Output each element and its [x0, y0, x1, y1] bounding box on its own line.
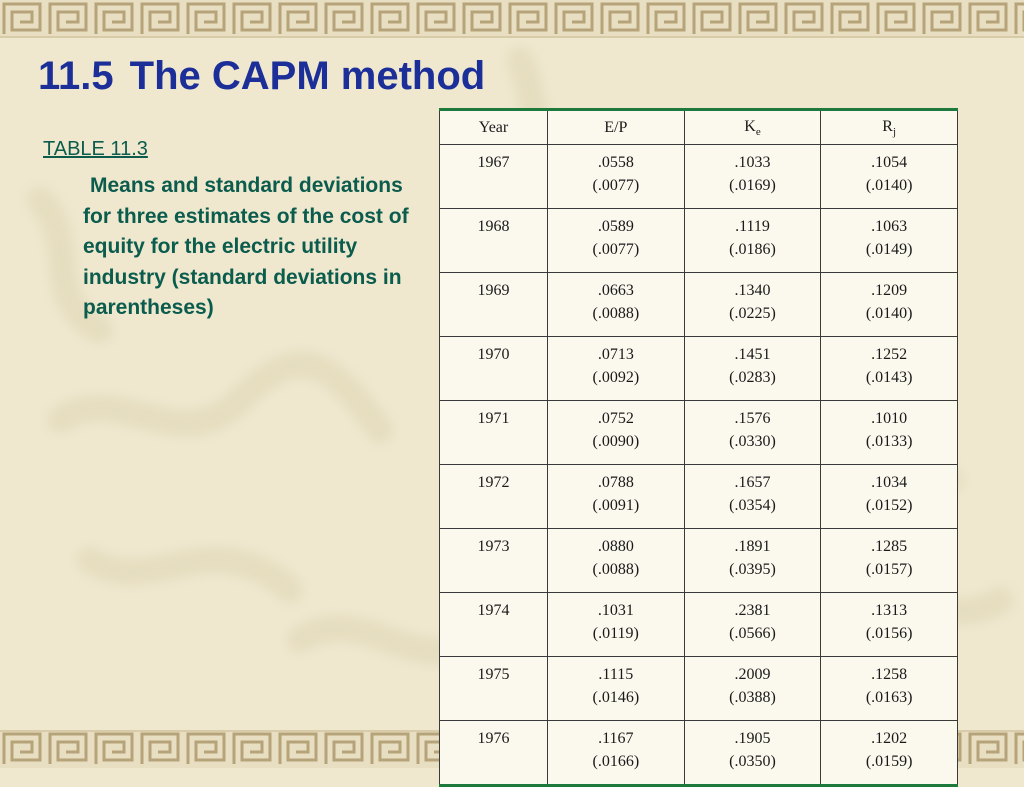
rj-sd: (.0152)	[865, 497, 913, 514]
ke-sd: (.0283)	[729, 369, 776, 386]
rj-sd: (.0159)	[865, 753, 913, 770]
ke-mean: .1033	[734, 154, 771, 171]
rj-cell	[821, 145, 958, 209]
year-cell: 1972	[440, 465, 548, 529]
year-cell: 1974	[440, 593, 548, 657]
ke-cell	[684, 657, 821, 721]
header-year: Year	[440, 110, 548, 145]
header-rj	[821, 110, 958, 145]
ke-cell	[684, 529, 821, 593]
rj-mean: .1063	[871, 218, 908, 235]
rj-cell	[821, 337, 958, 401]
ep-mean: .0713	[597, 346, 634, 363]
ep-cell	[548, 273, 685, 337]
rj-mean: .1313	[871, 602, 908, 619]
ep-mean: .1115	[598, 666, 634, 683]
table-row	[440, 145, 958, 209]
rj-cell	[821, 465, 958, 529]
rj-cell	[821, 593, 958, 657]
year-cell: 1971	[440, 401, 548, 465]
table-row	[440, 465, 958, 529]
ke-cell	[684, 593, 821, 657]
ke-cell	[684, 273, 821, 337]
ep-mean: .0880	[597, 538, 634, 555]
ke-mean: .2009	[734, 666, 771, 683]
rj-sd: (.0163)	[865, 689, 913, 706]
rj-sd: (.0156)	[865, 625, 913, 642]
ke-cell	[684, 465, 821, 529]
title-number: 11.5	[38, 54, 114, 98]
header-rj-sub: j	[892, 125, 897, 138]
rj-mean: .1010	[871, 410, 908, 427]
rj-sd: (.0143)	[865, 369, 913, 386]
ep-cell	[548, 593, 685, 657]
table-header-row	[440, 110, 958, 145]
table-row	[440, 721, 958, 786]
ke-mean: .1340	[734, 282, 771, 299]
table-row	[440, 529, 958, 593]
table-row	[440, 401, 958, 465]
ep-sd: (.0166)	[592, 753, 640, 770]
ke-sd: (.0395)	[729, 561, 776, 578]
rj-sd: (.0157)	[865, 561, 913, 578]
caption-text: Means and standard deviations for three estimates of the cost of equity for the electric utility industry (standard deviations in parentheses)	[83, 174, 409, 319]
rj-mean: .1209	[871, 282, 908, 299]
rj-mean: .1202	[871, 730, 908, 747]
ep-sd: (.0091)	[592, 497, 640, 514]
table-row	[440, 337, 958, 401]
ep-cell	[548, 145, 685, 209]
ep-cell	[548, 529, 685, 593]
ep-sd: (.0146)	[592, 689, 640, 706]
header-rj-main: R	[882, 117, 893, 135]
ep-sd: (.0119)	[592, 625, 639, 642]
header-ke-sub: e	[755, 125, 761, 138]
year-cell: 1969	[440, 273, 548, 337]
slide-title	[38, 50, 485, 102]
ep-mean: .1167	[598, 730, 634, 747]
ep-cell	[548, 401, 685, 465]
rj-mean: .1034	[871, 474, 908, 491]
rj-cell	[821, 721, 958, 786]
year-cell: 1976	[440, 721, 548, 786]
table-row	[440, 593, 958, 657]
ep-mean: .1031	[597, 602, 634, 619]
rj-mean: .1252	[871, 346, 908, 363]
ke-sd: (.0350)	[729, 753, 776, 770]
ep-sd: (.0077)	[592, 177, 640, 194]
ep-cell	[548, 657, 685, 721]
rj-mean: .1054	[871, 154, 908, 171]
ke-sd: (.0169)	[729, 177, 776, 194]
year-cell: 1975	[440, 657, 548, 721]
year-cell: 1967	[440, 145, 548, 209]
ep-mean: .0589	[597, 218, 634, 235]
header-ep: E/P	[548, 110, 685, 145]
ke-mean: .1451	[734, 346, 771, 363]
rj-sd: (.0149)	[865, 241, 913, 258]
table-row	[440, 209, 958, 273]
ke-mean: .1657	[734, 474, 771, 491]
ke-cell	[684, 145, 821, 209]
year-cell: 1973	[440, 529, 548, 593]
ke-sd: (.0225)	[729, 305, 776, 322]
ep-cell	[548, 465, 685, 529]
title-text: The CAPM method	[129, 54, 486, 98]
ep-sd: (.0092)	[592, 369, 640, 386]
caption-label: TABLE 11.3	[43, 138, 148, 160]
ke-sd: (.0388)	[729, 689, 776, 706]
rj-sd: (.0133)	[865, 433, 913, 450]
ke-mean: .2381	[734, 602, 771, 619]
ke-cell	[684, 209, 821, 273]
ep-sd: (.0088)	[592, 305, 640, 322]
year-cell: 1970	[440, 337, 548, 401]
ep-sd: (.0077)	[592, 241, 640, 258]
ke-sd: (.0354)	[729, 497, 776, 514]
ep-mean: .0663	[597, 282, 634, 299]
header-ke	[684, 110, 821, 145]
ke-sd: (.0330)	[729, 433, 776, 450]
ke-sd: (.0186)	[729, 241, 776, 258]
table-caption	[43, 135, 413, 324]
ke-sd: (.0566)	[729, 625, 776, 642]
cost-of-equity-table	[439, 108, 958, 787]
rj-sd: (.0140)	[865, 305, 913, 322]
rj-cell	[821, 529, 958, 593]
ep-cell	[548, 337, 685, 401]
header-ke-main: K	[744, 117, 756, 135]
ep-sd: (.0088)	[592, 561, 640, 578]
ke-mean: .1119	[735, 218, 770, 235]
ep-mean: .0788	[597, 474, 634, 491]
table-row	[440, 657, 958, 721]
rj-cell	[821, 209, 958, 273]
rj-mean: .1258	[871, 666, 908, 683]
rj-cell	[821, 657, 958, 721]
ke-cell	[684, 401, 821, 465]
rj-cell	[821, 273, 958, 337]
ke-cell	[684, 721, 821, 786]
rj-cell	[821, 401, 958, 465]
ke-mean: .1905	[734, 730, 771, 747]
top-border-pattern	[0, 0, 1024, 38]
ke-cell	[684, 337, 821, 401]
ep-cell	[548, 209, 685, 273]
rj-mean: .1285	[871, 538, 908, 555]
ep-mean: .0558	[597, 154, 634, 171]
ep-sd: (.0090)	[592, 433, 640, 450]
ep-mean: .0752	[597, 410, 634, 427]
rj-sd: (.0140)	[865, 177, 913, 194]
ke-mean: .1891	[734, 538, 771, 555]
ke-mean: .1576	[734, 410, 771, 427]
year-cell: 1968	[440, 209, 548, 273]
ep-cell	[548, 721, 685, 786]
table-row	[440, 273, 958, 337]
